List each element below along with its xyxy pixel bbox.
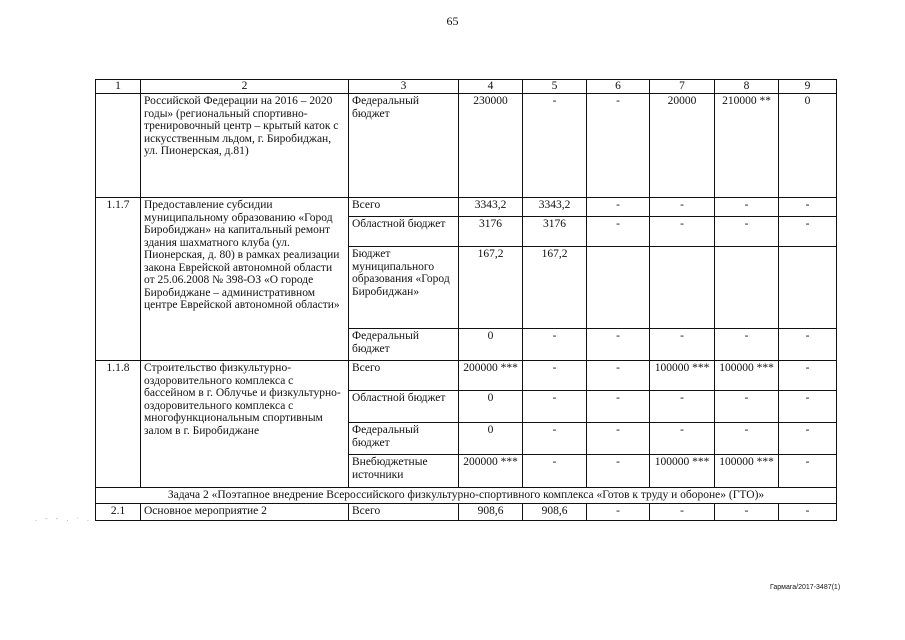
funding-source: Федеральный бюджет: [349, 423, 459, 455]
value-cell: 0: [459, 423, 523, 455]
value-cell: -: [715, 198, 779, 217]
funding-source: Всего: [349, 503, 459, 520]
funding-source: Федеральный бюджет: [349, 329, 459, 361]
header-row: [96, 80, 837, 94]
value-cell: -: [650, 391, 715, 423]
header-cell: 9: [779, 80, 837, 94]
value-cell: 3343,2: [459, 198, 523, 217]
value-cell: 210000 **: [715, 94, 779, 198]
value-cell: -: [779, 455, 837, 488]
value-cell: 100000 ***: [650, 455, 715, 488]
value-cell: 167,2: [523, 247, 587, 329]
row-description: Основное мероприятие 2: [141, 503, 349, 520]
header-cell: 5: [523, 80, 587, 94]
task-heading: Задача 2 «Поэтапное внедрение Всероссийского физкультурно-спортивного комплекса «Готов к труду и обороне» (ГТО)»: [96, 488, 837, 504]
value-cell: -: [779, 423, 837, 455]
value-cell: 908,6: [523, 503, 587, 520]
value-cell: -: [587, 198, 650, 217]
funding-source: Внебюджетные источники: [349, 455, 459, 488]
table-row: [96, 198, 837, 217]
funding-source: Всего: [349, 361, 459, 391]
row-description: Российской Федерации на 2016 – 2020 годы» (региональный спортивно-тренировочный центр – крытый каток с искусственным льдом, г. Биробиджан, ул. Пионерская, д.81): [141, 94, 349, 198]
value-cell: [715, 247, 779, 329]
page-number: 65: [446, 14, 459, 28]
value-cell: -: [650, 503, 715, 520]
header-cell: 7: [650, 80, 715, 94]
value-cell: 20000: [650, 94, 715, 198]
value-cell: -: [587, 455, 650, 488]
task-row: [96, 488, 837, 504]
value-cell: -: [587, 329, 650, 361]
row-number: 1.1.7: [96, 198, 141, 361]
header-cell: 2: [141, 80, 349, 94]
value-cell: -: [587, 423, 650, 455]
value-cell: -: [779, 361, 837, 391]
document-code: Гармага/2017-3487(1): [770, 584, 841, 591]
value-cell: [650, 247, 715, 329]
value-cell: -: [650, 329, 715, 361]
table-row: [96, 503, 837, 520]
value-cell: -: [523, 361, 587, 391]
value-cell: -: [715, 391, 779, 423]
value-cell: -: [523, 94, 587, 198]
row-number: 1.1.8: [96, 361, 141, 488]
value-cell: -: [779, 391, 837, 423]
value-cell: [779, 247, 837, 329]
value-cell: -: [650, 198, 715, 217]
funding-source: Всего: [349, 198, 459, 217]
value-cell: -: [715, 329, 779, 361]
funding-source: Областной бюджет: [349, 217, 459, 247]
value-cell: 200000 ***: [459, 361, 523, 391]
funding-source: Областной бюджет: [349, 391, 459, 423]
value-cell: 3176: [523, 217, 587, 247]
value-cell: -: [779, 503, 837, 520]
funding-source: Бюджет муниципального образования «Город Биробиджан»: [349, 247, 459, 329]
table-row: [96, 94, 837, 198]
value-cell: -: [523, 329, 587, 361]
value-cell: -: [587, 94, 650, 198]
table-row: [96, 361, 837, 391]
header-cell: 4: [459, 80, 523, 94]
value-cell: 167,2: [459, 247, 523, 329]
value-cell: 230000: [459, 94, 523, 198]
value-cell: -: [650, 423, 715, 455]
value-cell: -: [715, 217, 779, 247]
value-cell: 100000 ***: [650, 361, 715, 391]
row-number: [96, 94, 141, 198]
value-cell: -: [587, 391, 650, 423]
header-cell: 6: [587, 80, 650, 94]
budget-table: [95, 79, 837, 521]
value-cell: -: [587, 217, 650, 247]
value-cell: -: [715, 503, 779, 520]
value-cell: -: [587, 503, 650, 520]
value-cell: [587, 247, 650, 329]
value-cell: 100000 ***: [715, 361, 779, 391]
value-cell: 0: [459, 329, 523, 361]
value-cell: -: [779, 217, 837, 247]
value-cell: -: [587, 361, 650, 391]
value-cell: 0: [779, 94, 837, 198]
value-cell: -: [523, 455, 587, 488]
value-cell: 0: [459, 391, 523, 423]
row-description: Строительство физкультурно-оздоровительного комплекса с бассейном в г. Облучье и физкультурно-оздоровительного комплекса с многофункциональным спортивным залом в г. Биробиджане: [141, 361, 349, 488]
value-cell: 908,6: [459, 503, 523, 520]
header-cell: 1: [96, 80, 141, 94]
header-cell: 3: [349, 80, 459, 94]
row-number: 2.1: [96, 503, 141, 520]
scan-artifact: . - - . · .: [35, 514, 92, 523]
value-cell: -: [523, 391, 587, 423]
value-cell: -: [779, 198, 837, 217]
funding-source: Федеральный бюджет: [349, 94, 459, 198]
header-cell: 8: [715, 80, 779, 94]
value-cell: -: [779, 329, 837, 361]
value-cell: 3343,2: [523, 198, 587, 217]
row-description: Предоставление субсидии муниципальному образованию «Город Биробиджан» на капитальный ремонт здания шахматного клуба (ул. Пионерская, д. 80) в рамках реализации закона Еврейской автономной области от 25.06.2008 № 398-ОЗ «О городе Биробиджане – административном центре Еврейской автономной области»: [141, 198, 349, 361]
value-cell: -: [523, 423, 587, 455]
value-cell: 3176: [459, 217, 523, 247]
value-cell: -: [715, 423, 779, 455]
value-cell: -: [650, 217, 715, 247]
value-cell: 100000 ***: [715, 455, 779, 488]
value-cell: 200000 ***: [459, 455, 523, 488]
